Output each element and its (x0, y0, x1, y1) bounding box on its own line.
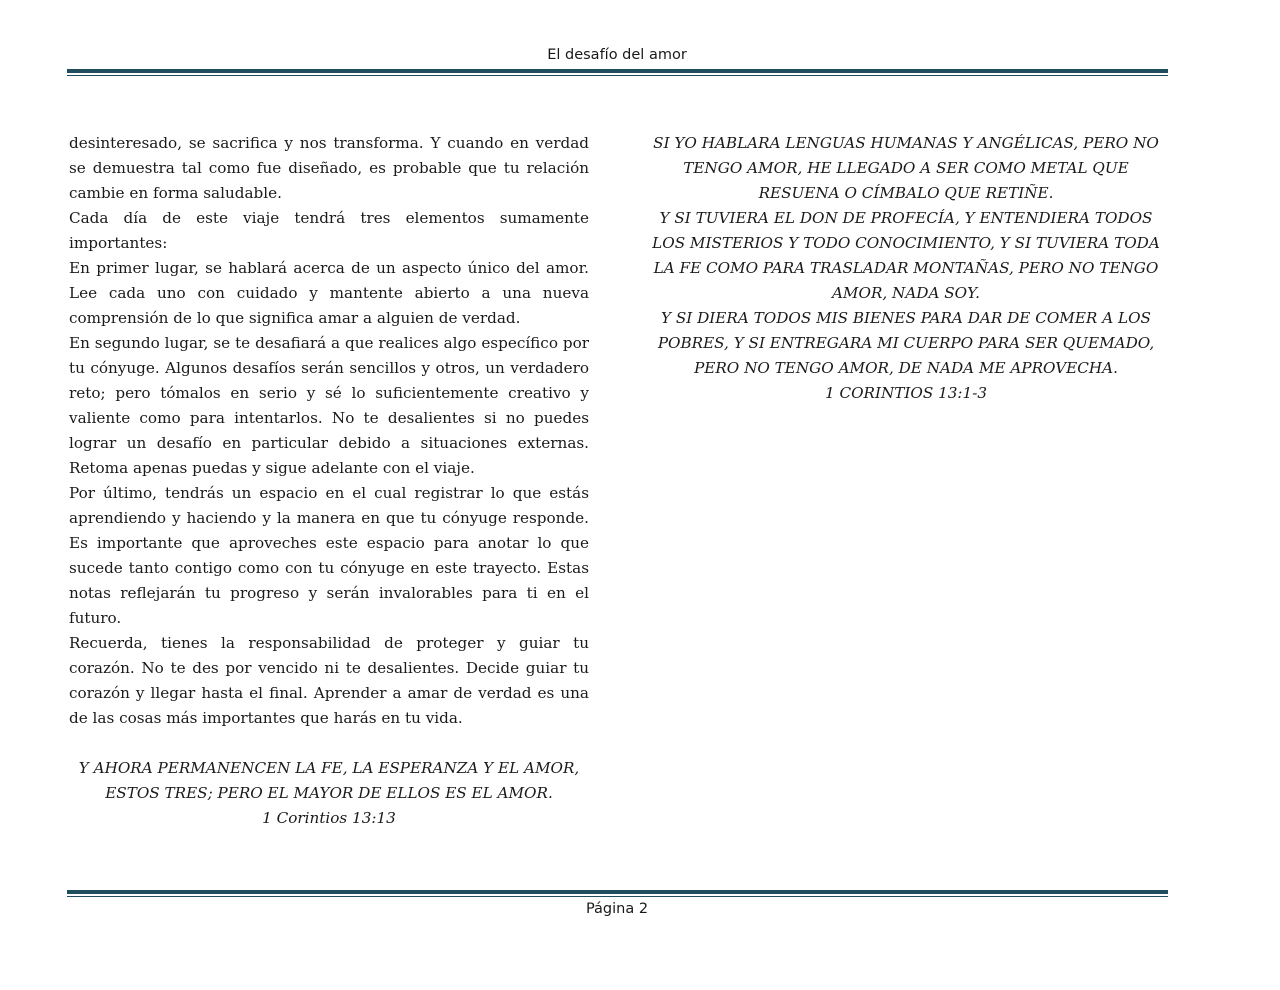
verse-line: RESUENA O CÍMBALO QUE RETIÑE. (758, 184, 1054, 202)
verse-reference: 1 CORINTIOS 13:1-3 (825, 384, 987, 402)
verse-line: Y SI TUVIERA EL DON DE PROFECÍA, Y ENTENDIERA TODOS (659, 209, 1153, 227)
header-rule-thin (67, 75, 1168, 76)
paragraph: En segundo lugar, se te desafiará a que realices algo específico por tu cónyuge. Algunos desafíos serán sencillos y otros, un verdadero reto; pero tómalos en serio y sé lo suficientemente creativo y valiente como para intentarlos. No te desalientes si no puedes lograr un desafío en particular debido a situaciones externas. Retoma apenas puedas y sigue adelante con el viaje. (69, 334, 589, 477)
bible-quote (69, 756, 589, 831)
footer-rule-thin (67, 896, 1168, 897)
paragraph: Recuerda, tienes la responsabilidad de proteger y guiar tu corazón. No te des por vencido ni te desalientes. Decide guiar tu corazón y llegar hasta el final. Aprender a amar de verdad es una de las cosas más importantes que harás en tu vida. (69, 634, 589, 727)
left-column (69, 131, 589, 831)
verse-line: Y SI DIERA TODOS MIS BIENES PARA DAR DE COMER A LOS (661, 309, 1151, 327)
paragraph: Cada día de este viaje tendrá tres elementos sumamente importantes: (69, 209, 589, 252)
page-header-title: El desafío del amor (547, 47, 687, 63)
paragraph: Por último, tendrás un espacio en el cual registrar lo que estás aprendiendo y haciendo y la manera en que tu cónyuge responde. Es importante que aproveches este espacio para anotar lo que sucede tanto contigo como con tu cónyuge en este trayecto. Estas notas reflejarán tu progreso y serán invalorables para ti en el futuro. (69, 484, 589, 627)
verse-line: POBRES, Y SI ENTREGARA MI CUERPO PARA SER QUEMADO, (657, 334, 1155, 352)
verse-line: LOS MISTERIOS Y TODO CONOCIMIENTO, Y SI TUVIERA TODA (652, 234, 1160, 252)
quote-reference: 1 Corintios 13:13 (262, 809, 396, 827)
verse-line: SI YO HABLARA LENGUAS HUMANAS Y ANGÉLICAS, PERO NO (653, 134, 1159, 152)
verse-line: PERO NO TENGO AMOR, DE NADA ME APROVECHA. (694, 359, 1118, 377)
verse-line: LA FE COMO PARA TRASLADAR MONTAÑAS, PERO NO TENGO (653, 259, 1159, 277)
quote-line: Y AHORA PERMANENCEN LA FE, LA ESPERANZA Y EL AMOR, (78, 759, 580, 777)
quote-line: ESTOS TRES; PERO EL MAYOR DE ELLOS ES EL AMOR. (105, 784, 553, 802)
paragraph: desinteresado, se sacrifica y nos transforma. Y cuando en verdad se demuestra tal como fue diseñado, es probable que tu relación cambie en forma saludable. (69, 134, 589, 202)
footer-rule (67, 890, 1168, 897)
header-rule (67, 69, 1168, 76)
right-column (645, 131, 1167, 406)
paragraph: En primer lugar, se hablará acerca de un aspecto único del amor. Lee cada uno con cuidado y mantente abierto a una nueva comprensión de lo que significa amar a alguien de verdad. (69, 259, 589, 327)
verse-line: TENGO AMOR, HE LLEGADO A SER COMO METAL QUE (683, 159, 1129, 177)
page-number: Página 2 (585, 901, 649, 917)
verse-line: AMOR, NADA SOY. (831, 284, 981, 302)
